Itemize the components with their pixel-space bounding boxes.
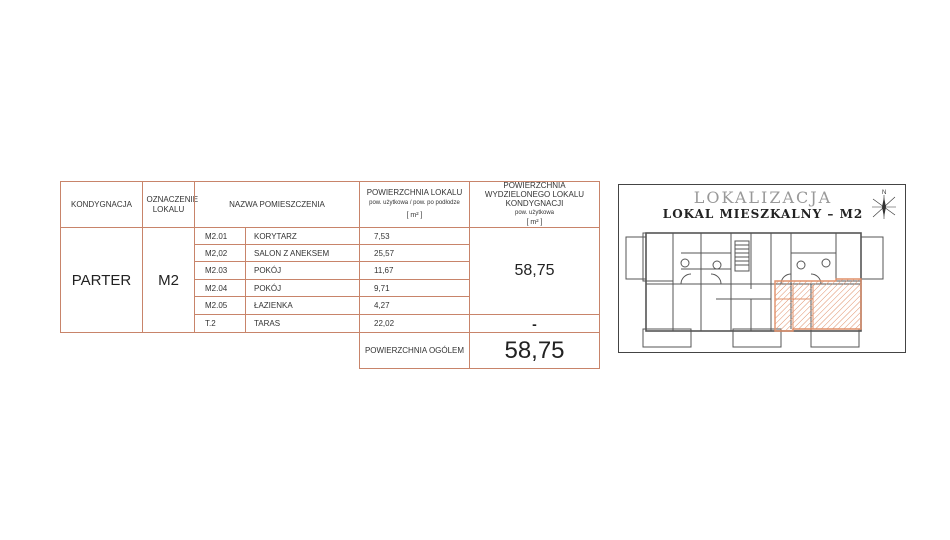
room-area: 11,67: [359, 261, 470, 280]
room-name: TARAS: [245, 314, 360, 333]
room-area: 4,27: [359, 296, 470, 315]
room-name: POKÓJ: [245, 279, 360, 297]
table-row: [194, 244, 470, 262]
table-row: [194, 314, 470, 333]
total-label: POWIERZCHNIA OGÓLEM: [359, 332, 470, 369]
room-code: T.2: [194, 314, 246, 333]
floor-plan: [621, 229, 905, 353]
header-nazwa: NAZWA POMIESZCZENIA: [194, 181, 360, 228]
room-code: M2.05: [194, 296, 246, 315]
room-area: 7,53: [359, 227, 470, 245]
room-name: KORYTARZ: [245, 227, 360, 245]
header-pow-wydzielonego: POWIERZCHNIA WYDZIELONEGO LOKALU KONDYGNACJI pow. użytkowa [ m² ]: [469, 181, 600, 228]
header-pow-lokalu: POWIERZCHNIA LOKALU pow. użytkowa / pow. po podłodze [ m² ]: [359, 181, 470, 228]
location-title: LOKALIZACJA: [693, 188, 833, 207]
location-panel: [618, 184, 906, 353]
room-name: POKÓJ: [245, 261, 360, 280]
table-row: [194, 261, 470, 280]
header-kondygnacja: KONDYGNACJA: [60, 181, 143, 228]
room-area: 22,02: [359, 314, 470, 333]
pow-wydzielonego-value: 58,75: [469, 227, 600, 315]
kondygnacja-value: PARTER: [60, 227, 143, 333]
taras-wydzielonego-value: -: [469, 314, 600, 333]
header-oznaczenie: OZNACZENIE LOKALU: [142, 181, 195, 228]
compass-label: N: [882, 190, 887, 196]
room-code: M2.04: [194, 279, 246, 297]
table-row: [194, 227, 470, 245]
area-table: [60, 181, 600, 369]
room-name: SALON Z ANEKSEM: [245, 244, 360, 262]
room-code: M2.03: [194, 261, 246, 280]
room-code: M2.01: [194, 227, 246, 245]
room-name: ŁAZIENKA: [245, 296, 360, 315]
oznaczenie-value: M2: [142, 227, 195, 333]
table-row: [194, 279, 470, 297]
room-code: M2,02: [194, 244, 246, 262]
table-row: [194, 296, 470, 315]
highlighted-apartment: [775, 279, 861, 331]
room-area: 25,57: [359, 244, 470, 262]
location-subtitle: LOKAL MIESZKALNY – M2: [662, 207, 864, 221]
compass-icon: [869, 187, 899, 221]
total-value: 58,75: [469, 332, 600, 369]
room-area: 9,71: [359, 279, 470, 297]
